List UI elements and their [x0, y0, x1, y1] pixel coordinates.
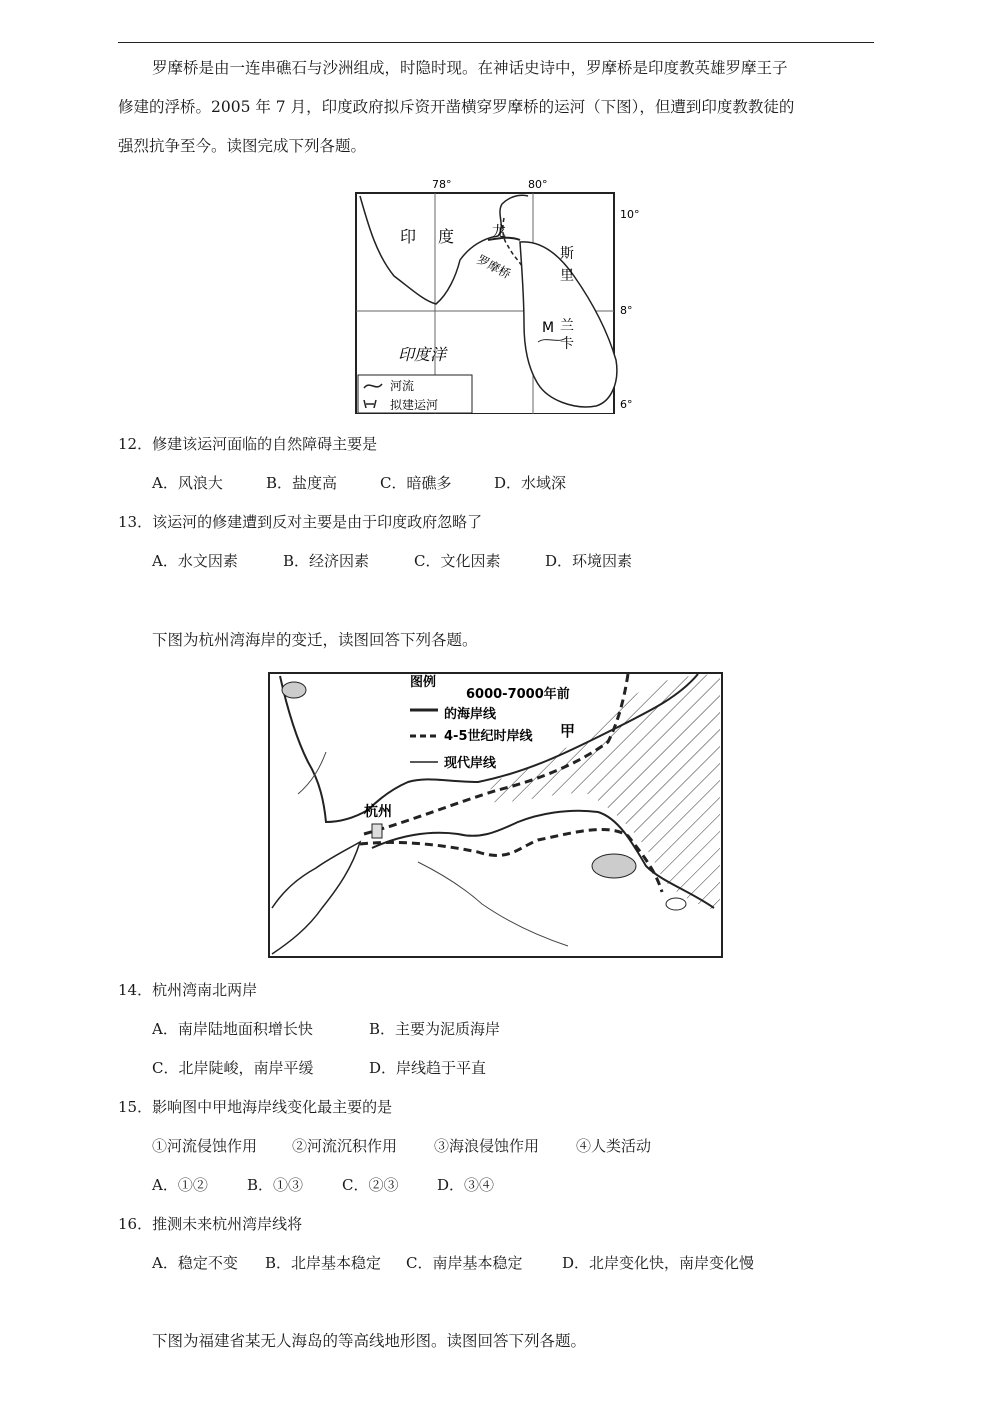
q13-option-a[interactable]: A．水文因素	[152, 552, 238, 570]
header-rule	[118, 42, 874, 43]
q14-option-d[interactable]: D．岸线趋于平直	[369, 1059, 487, 1077]
q15-factor-2: ②河流沉积作用	[292, 1137, 398, 1155]
question-15-options	[152, 1175, 494, 1195]
label-bridge: 罗摩桥	[474, 252, 513, 282]
q14-option-c[interactable]: C．北岸陡峻，南岸平缓	[152, 1059, 314, 1077]
label-sl-4: 卡	[560, 336, 574, 352]
label-sl-3: 兰	[560, 318, 574, 334]
intro-line-3: 强烈抗争至今。读图完成下列各题。	[118, 137, 367, 155]
hangzhou-bay-map	[268, 672, 724, 959]
q15-option-c[interactable]: C．②③	[342, 1176, 399, 1194]
q16-option-d[interactable]: D．北岸变化快，南岸变化慢	[562, 1254, 755, 1272]
q14-option-b[interactable]: B．主要为泥质海岸	[369, 1020, 501, 1038]
lat-label-8: 8°	[620, 304, 633, 317]
q12-option-d[interactable]: D．水域深	[494, 474, 567, 492]
intro-3: 下图为福建省某无人海岛的等高线地形图。读图回答下列各题。	[152, 1332, 587, 1350]
lon-label-80: 80°	[528, 178, 548, 191]
q15-factor-1: ①河流侵蚀作用	[152, 1137, 258, 1155]
question-14-options-row2	[152, 1058, 486, 1078]
q15-factor-4: ④人类活动	[576, 1137, 652, 1155]
question-12-options	[152, 473, 566, 493]
question-15: 15．影响图中甲地海岸线变化最主要的是	[118, 1098, 393, 1116]
legend-item-2: 的海岸线	[444, 707, 497, 722]
island-2	[592, 854, 636, 878]
question-13: 13．该运河的修建遭到反对主要是由于印度政府忽略了	[118, 513, 483, 531]
island-3	[666, 898, 686, 910]
legend-river-label: 河流	[390, 379, 415, 393]
lat-label-6: 6°	[620, 398, 633, 411]
label-india-2: 度	[438, 227, 455, 246]
q13-option-b[interactable]: B．经济因素	[283, 552, 370, 570]
q12-option-a[interactable]: A．风浪大	[152, 474, 223, 492]
legend-item-1: 6000-7000年前	[466, 687, 570, 702]
question-16-options	[152, 1253, 754, 1273]
q13-option-c[interactable]: C．文化因素	[414, 552, 501, 570]
lon-label-78: 78°	[432, 178, 452, 191]
q16-option-a[interactable]: A．稳定不变	[152, 1254, 238, 1272]
legend-canal-label: 拟建运河	[390, 398, 439, 412]
hangzhou-city-marker	[372, 824, 382, 838]
label-jia: 甲	[560, 722, 576, 740]
q16-option-b[interactable]: B．北岸基本稳定	[265, 1254, 382, 1272]
question-14: 14．杭州湾南北两岸	[118, 981, 258, 999]
q13-option-d[interactable]: D．环境因素	[545, 552, 633, 570]
question-15-factors	[152, 1136, 651, 1156]
intro-line-2: 修建的浮桥。2005 年 7 月，印度政府拟斥资开凿横穿罗摩桥的运河（下图），但遭到印度教教徒的	[118, 98, 795, 116]
question-14-options-row1	[152, 1019, 500, 1039]
island-1	[282, 682, 306, 698]
q15-option-d[interactable]: D．③④	[437, 1176, 495, 1194]
q15-factor-3: ③海浪侵蚀作用	[434, 1137, 540, 1155]
q15-option-b[interactable]: B．①③	[247, 1176, 304, 1194]
q12-option-b[interactable]: B．盐度高	[266, 474, 338, 492]
q12-option-c[interactable]: C．暗礁多	[380, 474, 452, 492]
label-india-1: 印	[400, 227, 417, 246]
label-ocean: 印度洋	[398, 345, 447, 364]
question-12: 12．修建该运河面临的自然障碍主要是	[118, 435, 378, 453]
label-hangzhou: 杭州	[364, 804, 392, 820]
label-point-m: M	[542, 320, 555, 336]
label-sl-2: 里	[560, 268, 574, 284]
legend-item-4: 现代岸线	[444, 756, 497, 771]
intro-2: 下图为杭州湾海岸的变迁，读图回答下列各题。	[152, 631, 478, 649]
intro-line-1: 罗摩桥是由一连串礁石与沙洲组成，时隐时现。在神话史诗中，罗摩桥是印度教英雄罗摩王子	[152, 59, 788, 77]
question-13-options	[152, 551, 632, 571]
question-16: 16．推测未来杭州湾岸线将	[118, 1215, 303, 1233]
q14-option-a[interactable]: A．南岸陆地面积增长快	[152, 1020, 313, 1038]
label-sl-1: 斯	[560, 246, 574, 262]
label-canal-mark: 龙	[492, 224, 506, 240]
q16-option-c[interactable]: C．南岸基本稳定	[406, 1254, 523, 1272]
legend-item-3: 4-5世纪时岸线	[444, 729, 533, 744]
lat-label-10: 10°	[620, 208, 640, 221]
legend-title: 图例	[410, 675, 437, 690]
rama-bridge-map	[352, 176, 642, 414]
q15-option-a[interactable]: A．①②	[152, 1176, 208, 1194]
